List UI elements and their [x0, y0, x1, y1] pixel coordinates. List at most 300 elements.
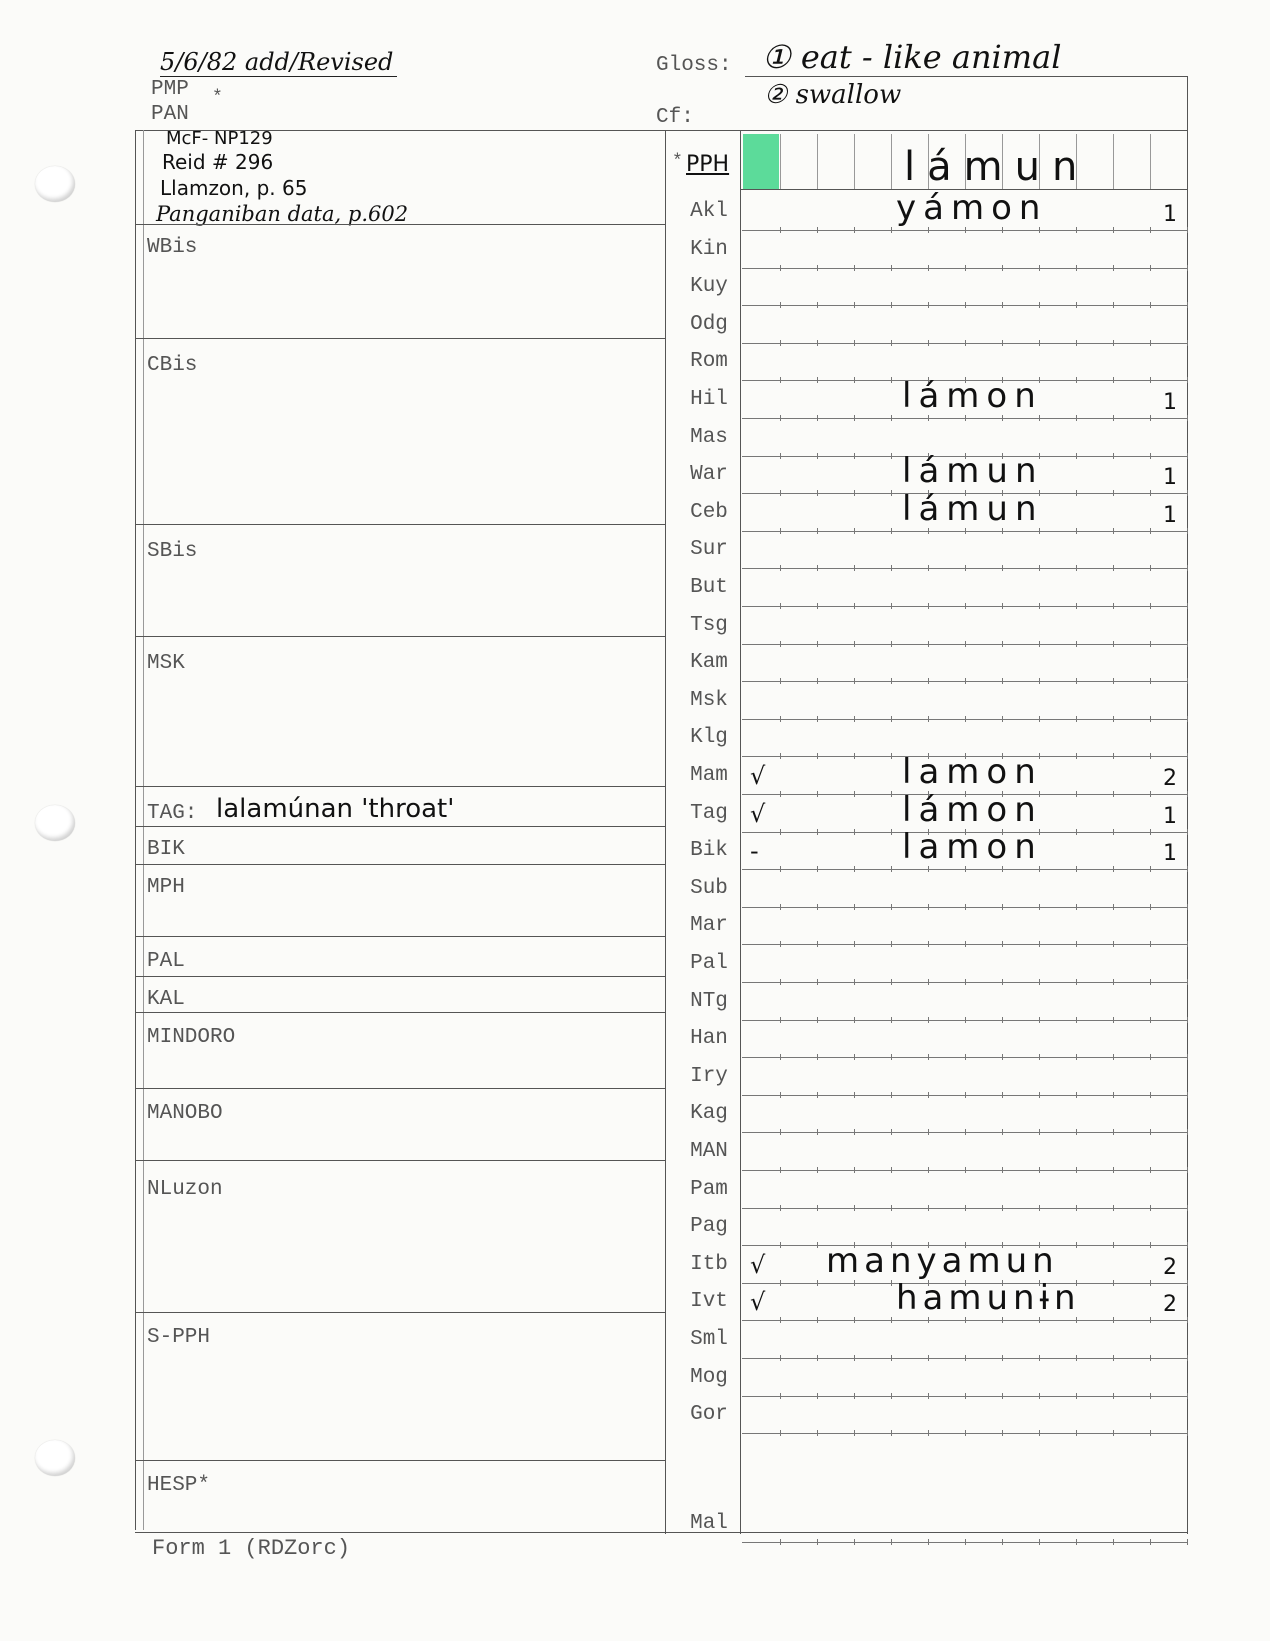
cf-label: Cf: — [656, 106, 694, 129]
row-tick — [780, 829, 781, 835]
entry-reference-number: 1 — [1163, 841, 1177, 867]
row-tick — [1113, 829, 1114, 835]
row-tick — [1002, 904, 1003, 910]
row-tick — [1076, 265, 1077, 271]
row-tick — [817, 1317, 818, 1323]
row-tick — [1076, 1092, 1077, 1098]
entry-reference-number: 1 — [1163, 390, 1177, 415]
row-tick — [854, 302, 855, 308]
row-tick — [891, 1017, 892, 1023]
row-tick — [1187, 866, 1188, 872]
row-tick — [817, 641, 818, 647]
language-code-pam: Pam — [690, 1177, 728, 1201]
row-tick — [1150, 1017, 1151, 1023]
row-tick — [1076, 941, 1077, 947]
row-tick — [780, 1205, 781, 1211]
row-tick — [1187, 1393, 1188, 1399]
row-tick — [780, 1129, 781, 1135]
row-tick — [1113, 415, 1114, 421]
row-tick — [1076, 1242, 1077, 1248]
language-code-sur: Sur — [690, 538, 728, 562]
row-tick — [817, 1054, 818, 1060]
row-tick — [965, 265, 966, 271]
row-tick — [928, 678, 929, 684]
row-tick — [1150, 302, 1151, 308]
row-tick — [1113, 302, 1114, 308]
row-tick — [928, 1017, 929, 1023]
row-tick — [1187, 1129, 1188, 1135]
row-tick — [1150, 453, 1151, 459]
entry-reference-number: 1 — [1163, 465, 1177, 491]
row-tick — [891, 377, 892, 383]
row-tick — [891, 1317, 892, 1323]
row-tick — [1113, 904, 1114, 910]
row-tick — [1039, 565, 1040, 571]
frame-left-inner — [143, 130, 144, 1530]
row-tick — [1113, 1092, 1114, 1098]
row-tick — [854, 227, 855, 233]
row-tick — [780, 1539, 781, 1545]
row-tick — [854, 941, 855, 947]
row-tick — [1076, 791, 1077, 797]
language-code-mog: Mog — [690, 1365, 728, 1389]
row-tick — [928, 1355, 929, 1361]
language-code-ivt: Ivt — [690, 1290, 728, 1314]
frame-left — [135, 130, 136, 1530]
row-tick — [928, 1205, 929, 1211]
row-tick — [928, 302, 929, 308]
separator-nluzon — [135, 1312, 665, 1313]
row-tick — [817, 716, 818, 722]
entry-reference-number: 2 — [1163, 1254, 1177, 1280]
row-tick — [891, 528, 892, 534]
row-tick — [817, 227, 818, 233]
row-tick — [965, 302, 966, 308]
language-code-pal: Pal — [690, 952, 728, 975]
row-tick — [1039, 1167, 1040, 1173]
language-code-kin: Kin — [690, 237, 728, 261]
section-hesp: HESP* — [147, 1474, 211, 1497]
binder-hole-bottom — [35, 1440, 75, 1476]
row-tick — [965, 1205, 966, 1211]
row-tick — [1113, 1430, 1114, 1436]
language-code-gor: Gor — [690, 1403, 728, 1427]
pph-box-grid — [780, 134, 781, 189]
row-tick — [965, 941, 966, 947]
row-tick — [965, 1054, 966, 1060]
row-tick — [1187, 490, 1188, 496]
row-tick — [1187, 377, 1188, 383]
row-tick — [1002, 340, 1003, 346]
language-code-pag: Pag — [690, 1215, 728, 1239]
row-tick — [1150, 829, 1151, 835]
separator-sbis — [135, 636, 665, 637]
row-tick — [891, 1393, 892, 1399]
entry-checkmark: √ — [750, 1288, 766, 1317]
row-tick — [1076, 904, 1077, 910]
row-tick — [1150, 1205, 1151, 1211]
entry-checkmark: √ — [750, 1250, 766, 1279]
row-tick — [780, 641, 781, 647]
language-code-akl: Akl — [690, 200, 728, 223]
row-tick — [1002, 1167, 1003, 1173]
entry-reference-number: 1 — [1163, 502, 1177, 528]
row-tick — [854, 716, 855, 722]
row-tick — [1150, 1280, 1151, 1286]
row-tick — [1002, 678, 1003, 684]
language-code-bik: Bik — [690, 839, 728, 863]
language-code-hil: Hil — [690, 388, 728, 411]
entry-reference-number: 2 — [1163, 766, 1177, 791]
row-tick — [891, 1355, 892, 1361]
row-tick — [817, 453, 818, 459]
separator-refs — [135, 224, 665, 225]
row-tick — [1150, 1430, 1151, 1436]
row-tick — [1187, 1430, 1188, 1436]
row-tick — [817, 490, 818, 496]
row-tick — [965, 1092, 966, 1098]
row-tick — [780, 904, 781, 910]
row-tick — [1187, 1280, 1188, 1286]
row-tick — [1150, 904, 1151, 910]
separator-spph — [135, 1460, 665, 1461]
row-tick — [1076, 453, 1077, 459]
row-tick — [965, 1539, 966, 1545]
row-tick — [1039, 1430, 1040, 1436]
row-tick — [1187, 1242, 1188, 1248]
row-tick — [1113, 866, 1114, 872]
row-tick — [1039, 1355, 1040, 1361]
row-tick — [1113, 716, 1114, 722]
row-tick — [965, 1393, 966, 1399]
frame-divider-codes — [740, 130, 741, 1534]
row-tick — [1076, 1393, 1077, 1399]
row-tick — [1113, 528, 1114, 534]
row-tick — [780, 1167, 781, 1173]
row-tick — [891, 265, 892, 271]
row-tick — [1113, 1129, 1114, 1135]
row-tick — [1039, 302, 1040, 308]
row-tick — [1113, 565, 1114, 571]
row-tick — [854, 1092, 855, 1098]
row-tick — [928, 904, 929, 910]
row-tick — [1150, 1317, 1151, 1323]
row-tick — [817, 829, 818, 835]
row-tick — [928, 1092, 929, 1098]
row-tick — [1113, 1317, 1114, 1323]
row-tick — [1002, 603, 1003, 609]
row-tick — [854, 1355, 855, 1361]
row-tick — [854, 1167, 855, 1173]
row-tick — [1039, 603, 1040, 609]
pph-box-grid — [854, 134, 855, 189]
row-tick — [928, 1167, 929, 1173]
entry-reference-number: 2 — [1163, 1292, 1177, 1318]
row-tick — [1076, 415, 1077, 421]
row-tick — [854, 415, 855, 421]
row-tick — [780, 1280, 781, 1286]
row-tick — [1002, 716, 1003, 722]
row-tick — [891, 904, 892, 910]
row-tick — [854, 979, 855, 985]
row-tick — [1113, 490, 1114, 496]
row-tick — [1076, 340, 1077, 346]
row-tick — [817, 265, 818, 271]
row-tick — [1076, 603, 1077, 609]
language-code-tag: Tag — [690, 801, 728, 825]
row-tick — [817, 340, 818, 346]
row-tick — [1150, 979, 1151, 985]
row-tick — [1002, 1539, 1003, 1545]
row-tick — [1002, 1054, 1003, 1060]
row-tick — [1187, 227, 1188, 233]
row-tick — [854, 453, 855, 459]
row-tick — [817, 1092, 818, 1098]
entry-word-ivt: hamunɨn — [896, 1278, 1081, 1319]
row-tick — [1002, 1430, 1003, 1436]
entry-word-bik: lamon — [902, 827, 1043, 868]
row-tick — [780, 415, 781, 421]
row-tick — [854, 678, 855, 684]
row-tick — [1150, 1355, 1151, 1361]
row-tick — [854, 528, 855, 534]
row-tick — [1002, 941, 1003, 947]
row-tick — [1187, 340, 1188, 346]
row-tick — [891, 641, 892, 647]
row-tick — [780, 603, 781, 609]
separator-cbis — [135, 524, 665, 525]
row-tick — [780, 528, 781, 534]
row-tick — [965, 979, 966, 985]
section-mph: MPH — [147, 876, 185, 899]
row-tick — [1187, 641, 1188, 647]
row-tick — [891, 340, 892, 346]
entry-reference-number: 1 — [1163, 202, 1177, 227]
row-tick — [780, 340, 781, 346]
row-tick — [1187, 678, 1188, 684]
row-tick — [928, 265, 929, 271]
row-tick — [1187, 1317, 1188, 1323]
row-tick — [1113, 1242, 1114, 1248]
row-tick — [1076, 1167, 1077, 1173]
row-tick — [817, 1017, 818, 1023]
pph-label: PPH — [686, 152, 730, 177]
row-tick — [1150, 791, 1151, 797]
row-tick — [854, 829, 855, 835]
row-tick — [1002, 1017, 1003, 1023]
row-tick — [1039, 678, 1040, 684]
separator-mph — [135, 936, 665, 937]
row-tick — [817, 678, 818, 684]
language-code-kam: Kam — [690, 651, 728, 675]
gloss-meaning-2: ② swallow — [764, 80, 902, 110]
row-tick — [1076, 678, 1077, 684]
row-tick — [1150, 415, 1151, 421]
row-tick — [780, 753, 781, 759]
row-tick — [1187, 528, 1188, 534]
row-tick — [1039, 1539, 1040, 1545]
row-tick — [891, 415, 892, 421]
entry-checkmark: - — [750, 837, 759, 866]
row-tick — [817, 302, 818, 308]
row-tick — [1187, 453, 1188, 459]
row-tick — [891, 1430, 892, 1436]
row-tick — [1113, 791, 1114, 797]
language-code-rom: Rom — [690, 350, 728, 374]
row-tick — [1113, 1167, 1114, 1173]
row-tick — [780, 1017, 781, 1023]
reference-panganiban: Panganiban data, p.602 — [156, 202, 409, 226]
row-tick — [1187, 415, 1188, 421]
row-tick — [1002, 565, 1003, 571]
pph-box-grid — [891, 134, 892, 189]
entry-checkmark: √ — [750, 762, 766, 790]
row-tick — [1076, 377, 1077, 383]
row-tick — [854, 641, 855, 647]
row-tick — [817, 753, 818, 759]
row-tick — [854, 603, 855, 609]
row-tick — [854, 791, 855, 797]
row-tick — [854, 1054, 855, 1060]
row-tick — [1039, 1129, 1040, 1135]
entry-word-tag: lámon — [902, 789, 1043, 830]
row-tick — [1002, 979, 1003, 985]
row-tick — [1002, 1129, 1003, 1135]
row-tick — [1187, 753, 1188, 759]
row-tick — [965, 904, 966, 910]
row-tick — [854, 565, 855, 571]
row-tick — [1150, 641, 1151, 647]
reference-mcfarland: McF- NP129 — [166, 128, 273, 149]
row-tick — [817, 565, 818, 571]
row-tick — [1150, 753, 1151, 759]
row-tick — [1187, 1092, 1188, 1098]
row-tick — [891, 453, 892, 459]
separator-tag — [135, 826, 665, 827]
row-tick — [928, 979, 929, 985]
separator-msk — [135, 786, 665, 787]
row-tick — [1150, 941, 1151, 947]
language-code-odg: Odg — [690, 312, 728, 336]
row-tick — [1150, 227, 1151, 233]
row-tick — [1150, 603, 1151, 609]
row-tick — [817, 1242, 818, 1248]
row-tick — [1039, 340, 1040, 346]
row-tick — [854, 1430, 855, 1436]
row-tick — [1076, 528, 1077, 534]
row-tick — [780, 565, 781, 571]
row-tick — [1002, 1205, 1003, 1211]
language-code-ntg: NTg — [690, 989, 728, 1013]
row-tick — [1039, 904, 1040, 910]
form-label: Form 1 (RDZorc) — [152, 1536, 351, 1561]
row-tick — [1076, 490, 1077, 496]
row-tick — [965, 678, 966, 684]
row-tick — [1187, 716, 1188, 722]
row-tick — [780, 979, 781, 985]
row-tick — [1150, 1242, 1151, 1248]
row-tick — [1113, 603, 1114, 609]
binder-hole-middle — [35, 805, 75, 841]
row-tick — [780, 716, 781, 722]
row-tick — [1150, 678, 1151, 684]
row-tick — [1187, 565, 1188, 571]
row-tick — [1076, 302, 1077, 308]
row-tick — [1039, 1092, 1040, 1098]
row-tick — [780, 453, 781, 459]
row-tick — [891, 490, 892, 496]
row-tick — [1076, 641, 1077, 647]
entry-word-itb: manyamun — [826, 1240, 1059, 1281]
row-tick — [891, 678, 892, 684]
row-tick — [817, 1205, 818, 1211]
row-tick — [1076, 1129, 1077, 1135]
row-tick — [1113, 641, 1114, 647]
row-tick — [891, 1167, 892, 1173]
row-tick — [1039, 1205, 1040, 1211]
row-tick — [780, 941, 781, 947]
row-tick — [1187, 979, 1188, 985]
section-msk: MSK — [147, 652, 185, 675]
row-tick — [1039, 265, 1040, 271]
language-code-tsg: Tsg — [690, 613, 728, 637]
row-tick — [1150, 1539, 1151, 1545]
row-tick — [1113, 1355, 1114, 1361]
row-tick — [817, 904, 818, 910]
entry-word-war: lámun — [902, 451, 1044, 492]
date-note: 5/6/82 add/Revised — [160, 48, 397, 77]
row-tick — [1076, 753, 1077, 759]
row-tick — [854, 1129, 855, 1135]
row-tick — [1150, 340, 1151, 346]
row-tick — [1150, 528, 1151, 534]
row-tick — [817, 528, 818, 534]
row-tick — [891, 1205, 892, 1211]
binder-hole-top — [35, 166, 75, 202]
row-tick — [854, 340, 855, 346]
row-tick — [1113, 1280, 1114, 1286]
pph-box-grid — [1113, 134, 1114, 189]
frame-right-top — [1187, 76, 1188, 131]
row-tick — [1002, 265, 1003, 271]
row-tick — [1039, 716, 1040, 722]
row-tick — [1076, 1205, 1077, 1211]
entry-word-hil: lámon — [902, 376, 1043, 416]
row-tick — [1039, 941, 1040, 947]
row-tick — [1187, 1205, 1188, 1211]
pph-highlight — [743, 134, 779, 189]
entry-reference-number: 1 — [1163, 803, 1177, 829]
row-tick — [780, 265, 781, 271]
row-tick — [891, 565, 892, 571]
section-nluzon: NLuzon — [147, 1178, 223, 1201]
reference-llamzon: Llamzon, p. 65 — [160, 176, 308, 200]
row-tick — [1076, 1017, 1077, 1023]
section-tag: TAG: — [147, 802, 198, 825]
row-tick — [1113, 377, 1114, 383]
row-tick — [1187, 603, 1188, 609]
row-tick — [1039, 979, 1040, 985]
row-tick — [817, 603, 818, 609]
section-mindoro: MINDORO — [147, 1026, 236, 1049]
language-code-klg: Klg — [690, 726, 728, 750]
tag-note: lalamúnan 'throat' — [216, 794, 455, 824]
row-tick — [854, 1205, 855, 1211]
row-tick — [891, 1054, 892, 1060]
row-tick — [891, 1539, 892, 1545]
row-tick — [780, 791, 781, 797]
row-tick — [1113, 227, 1114, 233]
